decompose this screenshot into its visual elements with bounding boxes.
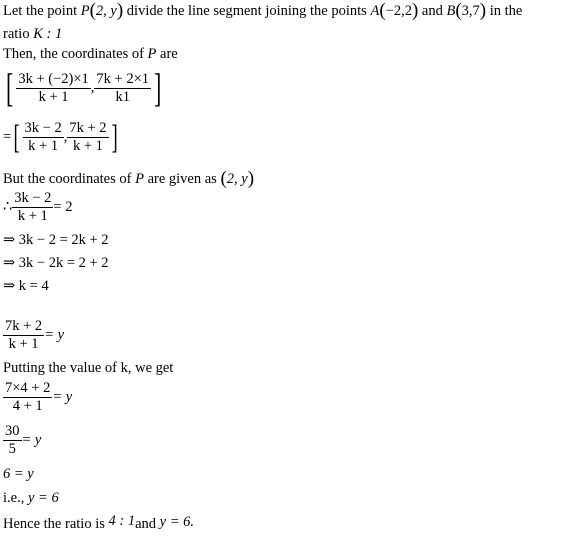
point-a-label: A — [370, 3, 380, 19]
ratio-expr: K : 1 — [33, 26, 63, 42]
fraction-x1 — [16, 71, 90, 106]
then-are: are — [156, 46, 178, 62]
fraction-x2-den: k + 1 — [23, 137, 64, 155]
y-simpl-rhs: = y — [21, 431, 42, 448]
putting-line: Putting the value of k, we get — [3, 360, 174, 376]
given-p: P — [135, 171, 144, 187]
point-p-coords: 2, y — [95, 3, 117, 19]
given-coords: 2, y — [226, 171, 248, 187]
given-text: But the coordinates of — [3, 171, 136, 187]
y-simpl-fraction — [3, 423, 22, 458]
given-line: But the coordinates of P are given as (2, y) — [3, 168, 255, 189]
intro-text-4: in the — [486, 3, 523, 19]
left-bracket-2: [ — [13, 118, 20, 156]
y-den: k + 1 — [3, 335, 44, 353]
fraction-y1-num: 7k + 2×1 — [96, 70, 150, 87]
ie-text: i.e., — [3, 490, 28, 506]
coords-formula-1: [ $\frac{3k + (-2)\times 1}{k + 1}$ , $\frac{7k + 2\times 1}{k1}$ ] — [5, 65, 162, 110]
fraction-y2 — [67, 120, 108, 155]
y-simpl-den: 5 — [3, 440, 22, 458]
therefore-rhs: = 2 — [53, 198, 73, 215]
intro-line-2 — [3, 26, 62, 43]
conclusion-line — [3, 513, 195, 533]
y-num: 7k + 2 — [5, 318, 43, 334]
coords2-eq: = — [3, 128, 12, 145]
fraction-x1-num: 3k + (−2)×1 — [18, 70, 89, 87]
intro-text-2: divide the line segment joining the points — [123, 3, 371, 19]
right-bracket-1: ] — [154, 65, 162, 110]
step-1: ⇒ 3k − 2 = 2k + 2 — [3, 232, 109, 248]
conclusion-ratio: 4 : 1 — [108, 513, 136, 529]
y-sub-den: 4 + 1 — [3, 397, 52, 415]
y-sub-num: 7×4 + 2 — [5, 380, 51, 396]
given-rest: are given as — [143, 171, 221, 187]
intro-text-3: and — [418, 3, 447, 19]
then-line — [3, 46, 178, 63]
y-sub-rhs: = y — [52, 388, 73, 405]
step-2: ⇒ 3k − 2k = 2 + 2 — [3, 255, 109, 271]
fraction-x2-num: 3k − 2 — [24, 120, 62, 136]
point-b-label: B — [446, 3, 456, 19]
y-sub-fraction — [3, 380, 52, 415]
point-p-label: P — [80, 3, 90, 19]
y-substitution — [3, 380, 72, 415]
therefore-fraction — [12, 190, 53, 225]
ie-expr: y = 6 — [27, 490, 59, 506]
conclusion-and: and — [135, 516, 160, 532]
coords-formula-2: =[ $\frac{3k - 2}{k + 1}$ , $\frac{7k + 2}{k + 1}$ ] — [3, 118, 118, 156]
point-b-coords: 3,7 — [461, 3, 480, 19]
intro-line-1: Let the point P(2, y) divide the line segment joining the points A(−2,2) and B(3,7) in the — [3, 0, 523, 21]
step-3: ⇒ k = 4 — [3, 278, 49, 294]
fraction-x1-den: k + 1 — [16, 88, 90, 106]
therefore-den: k + 1 — [12, 207, 53, 225]
point-a-coords: −2,2 — [385, 3, 412, 19]
fraction-y2-num: 7k + 2 — [69, 120, 107, 136]
y-rhs: = y — [44, 326, 65, 343]
conclusion-text: Hence the ratio is — [3, 516, 109, 532]
six-equals-y: 6 = y — [3, 466, 34, 482]
therefore-eq — [3, 190, 72, 225]
y-fraction — [3, 318, 44, 353]
fraction-y1 — [94, 71, 151, 106]
y-equation — [3, 318, 64, 353]
ratio-word: ratio — [3, 26, 34, 42]
y-simplified — [3, 423, 41, 458]
intro-text-1: Let the point — [3, 3, 81, 19]
therefore-num: 3k − 2 — [14, 190, 52, 206]
y-simpl-num: 30 — [5, 423, 20, 439]
ie-line — [3, 490, 59, 507]
conclusion-expr: y = 6. — [159, 514, 195, 530]
then-p: P — [147, 46, 157, 62]
fraction-y1-den: k1 — [94, 88, 151, 106]
therefore-symbol: ∴ — [3, 198, 13, 215]
then-text: Then, the coordinates of — [3, 46, 148, 62]
left-bracket-1: [ — [5, 65, 14, 110]
fraction-y2-den: k + 1 — [67, 137, 108, 155]
fraction-x2 — [23, 120, 64, 155]
right-bracket-2: ] — [111, 118, 118, 156]
